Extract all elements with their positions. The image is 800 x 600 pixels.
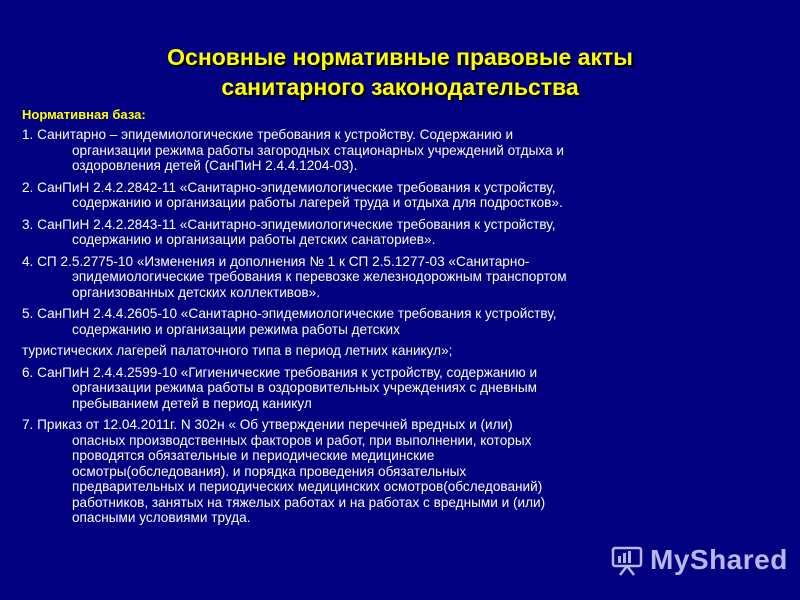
- slide-subtitle: Нормативная база:: [22, 107, 146, 122]
- list-item-line: содержанию и организации работы детских санаториев».: [72, 232, 436, 247]
- list-item-continuation: [22, 269, 762, 300]
- list-item-line: пребыванием детей в период каникул: [72, 395, 312, 411]
- list-item-line: содержанию и организации режима работы детских: [72, 321, 400, 337]
- list-item-first-line: 7. Приказ от 12.04.2011г. N 302н « Об утверждении перечней вредных и (или): [22, 417, 513, 432]
- list-item-line: осмотры(обследования). и порядка проведения обязательных: [72, 463, 467, 479]
- list-item-line: опасных производственных факторов и работ, при выполнении, которых: [72, 432, 532, 448]
- list-item-first-line: 3. СанПиН 2.4.2.2843-11 «Санитарно-эпидемиологические требования к устройству,: [22, 216, 556, 232]
- list-item-continuation: [22, 322, 762, 338]
- list-item-line: организации режима работы загородных стационарных учреждений отдыха и: [72, 142, 564, 158]
- list-item-line: проводятся обязательные и периодические медицинские: [72, 448, 435, 463]
- list-item-line: эпидемиологические требования к перевозке железнодорожным транспортом: [72, 269, 567, 284]
- list-item: [22, 180, 762, 211]
- list-item-line: работников, занятых на тяжелых работах и на работах с вредными и (или): [72, 494, 546, 510]
- list-item-line: организации режима работы в оздоровительных учреждениях с дневным: [72, 380, 537, 395]
- list-item-line: организованных детских коллективов».: [72, 284, 320, 300]
- list-item: [22, 127, 762, 174]
- list-item-first-line: 6. СанПиН 2.4.4.2599-10 «Гигиенические требования к устройству, содержанию и: [22, 364, 538, 380]
- list-item: [22, 254, 762, 301]
- list-item-continuation: [22, 433, 762, 526]
- list-item-first-line: 4. СП 2.5.2775-10 «Изменения и дополнения № 1 к СП 2.5.1277-03 «Санитарно-: [22, 253, 530, 269]
- watermark: [610, 540, 790, 580]
- list-item-line: оздоровления детей (СанПиН 2.4.4.1204-03).: [72, 158, 358, 173]
- regulation-list: [22, 127, 762, 532]
- list-item-first-line: туристических лагерей палаточного типа в период летних каникул»;: [22, 343, 453, 358]
- list-item-continuation: [22, 143, 762, 174]
- list-item: [22, 365, 762, 412]
- list-item-first-line: 1. Санитарно – эпидемиологические требования к устройству. Содержанию и: [22, 127, 514, 142]
- list-item: [22, 417, 762, 526]
- slide-title-line-2: санитарного законодательства: [221, 74, 579, 100]
- presentation-board-icon: [610, 543, 644, 577]
- list-item-continuation: [22, 232, 762, 248]
- list-item: [22, 217, 762, 248]
- list-item: [22, 306, 762, 337]
- list-item-continuation: [22, 195, 762, 211]
- slide-title: [60, 42, 740, 102]
- list-item-first-line: 5. СанПиН 2.4.4.2605-10 «Санитарно-эпидемиологические требования к устройству,: [22, 306, 557, 321]
- slide-title-line-1: Основные нормативные правовые акты: [167, 44, 633, 70]
- list-item-continuation: [22, 380, 762, 411]
- list-item-line: содержанию и организации работы лагерей труда и отдыха для подростков».: [72, 195, 563, 210]
- list-item-first-line: 2. СанПиН 2.4.2.2842-11 «Санитарно-эпидемиологические требования к устройству,: [22, 179, 556, 195]
- list-item-line: предварительных и периодических медицинских осмотров(обследований): [72, 479, 543, 494]
- watermark-text: MyShared: [650, 544, 788, 575]
- list-item-line: опасными условиями труда.: [72, 510, 251, 525]
- list-item: [22, 343, 762, 359]
